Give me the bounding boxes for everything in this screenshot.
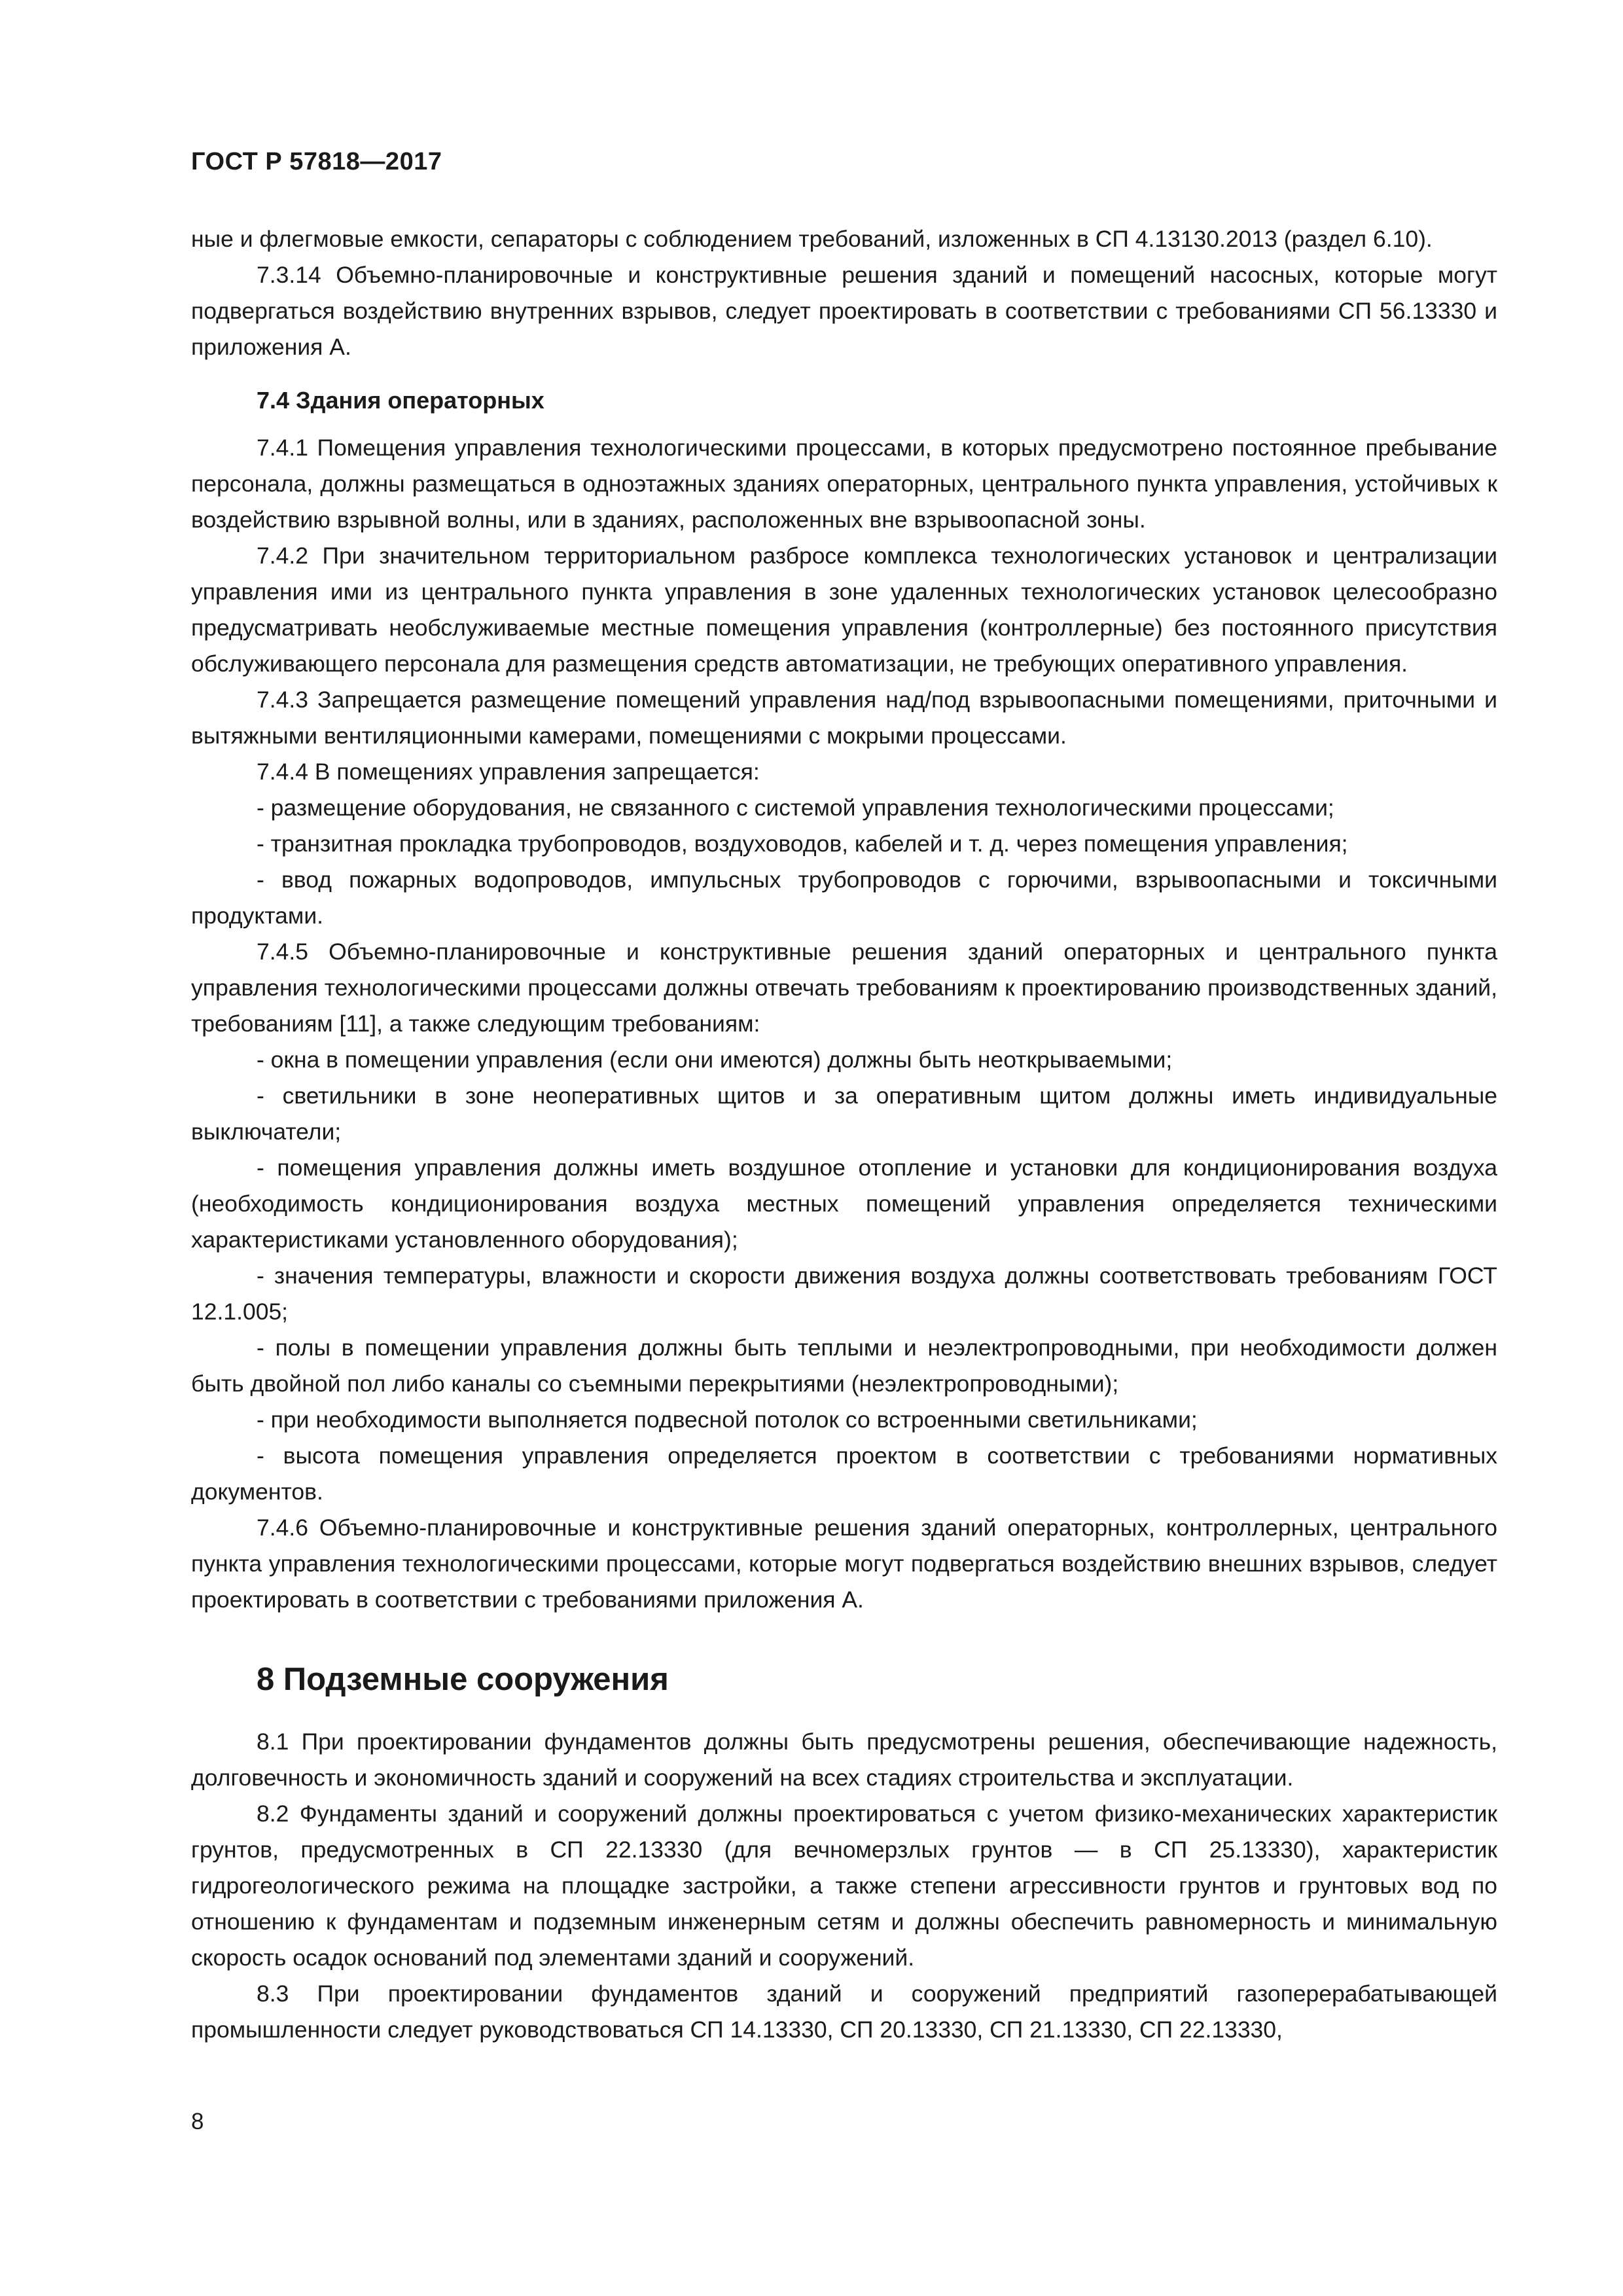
paragraph: - при необходимости выполняется подвесной потолок со встроенными светильниками; xyxy=(257,1407,1198,1433)
paragraph: - значения температуры, влажности и скорости движения воздуха должны соответствовать требованиям ГОСТ 12.1.005; xyxy=(191,1263,1497,1325)
document-body xyxy=(191,221,1497,2048)
paragraph: 8.2 Фундаменты зданий и сооружений должны проектироваться с учетом физико-механических характеристик грунтов, предусмотренных в СП 22.13330 (для вечномерзлых грунтов — в СП 25.13330), характеристик гидрогеологического режима на площадке застройки, а также степени агрессивности грунтов и грунтовых вод по отношению к фундаментам и подземным инженерным сетям и должны обеспечить равномерность и минимальную скорость осадок оснований под элементами зданий и сооружений. xyxy=(191,1801,1497,1971)
paragraph-continuation: ные и флегмовые емкости, сепараторы с соблюдением требований, изложенных в СП 4.13130.2013 (раздел 6.10). xyxy=(191,226,1433,252)
subsection-heading: 7.4 Здания операторных xyxy=(257,387,544,414)
paragraph: 8.1 При проектировании фундаментов должны быть предусмотрены решения, обеспечивающие надежность, долговечность и экономичность зданий и сооружений на всех стадиях строительства и эксплуатации. xyxy=(191,1729,1497,1791)
paragraph: - размещение оборудования, не связанного с системой управления технологическими процессами; xyxy=(257,795,1334,821)
paragraph: - окна в помещении управления (если они имеются) должны быть неоткрываемыми; xyxy=(257,1047,1173,1073)
paragraph: - ввод пожарных водопроводов, импульсных трубопроводов с горючими, взрывоопасными и токсичными продуктами. xyxy=(191,867,1497,929)
paragraph: 7.4.4 В помещениях управления запрещается: xyxy=(257,759,760,785)
paragraph: - светильники в зоне неоперативных щитов и за оперативным щитом должны иметь индивидуальные выключатели; xyxy=(191,1083,1497,1145)
paragraph: - полы в помещении управления должны быть теплыми и неэлектропроводными, при необходимости должен быть двойной пол либо каналы со съемными перекрытиями (неэлектропроводными); xyxy=(191,1335,1497,1397)
paragraph: - высота помещения управления определяется проектом в соответствии с требованиями нормативных документов. xyxy=(191,1443,1497,1505)
paragraph: 7.4.1 Помещения управления технологическими процессами, в которых предусмотрено постоянное пребывание персонала, должны размещаться в одноэтажных зданиях операторных, центрального пункта управления, устойчивых к воздействию взрывной волны, или в зданиях, расположенных вне взрывоопасной зоны. xyxy=(191,435,1497,533)
paragraph: 7.4.6 Объемно-планировочные и конструктивные решения зданий операторных, контроллерных, центрального пункта управления технологическими процессами, которые могут подвергаться воздействию внешних взрывов, следует проектировать в соответствии с требованиями приложения А. xyxy=(191,1515,1497,1613)
section-heading: 8 Подземные сооружения xyxy=(257,1662,669,1697)
paragraph: 8.3 При проектировании фундаментов зданий и сооружений предприятий газоперерабатывающей промышленности следует руководствоваться СП 14.13330, СП 20.13330, СП 21.13330, СП 22.13330, xyxy=(191,1981,1497,2043)
paragraph: 7.4.3 Запрещается размещение помещений управления над/под взрывоопасными помещениями, приточными и вытяжными вентиляционными камерами, помещениями с мокрыми процессами. xyxy=(191,687,1497,749)
paragraph: 7.3.14 Объемно-планировочные и конструктивные решения зданий и помещений насосных, которые могут подвергаться воздействию внутренних взрывов, следует проектировать в соответствии с требованиями СП 56.13330 и приложения А. xyxy=(191,262,1497,360)
paragraph: 7.4.2 При значительном территориальном разбросе комплекса технологических установок и централизации управления ими из центрального пункта управления в зоне удаленных технологических установок целесообразно предусматривать необслуживаемые местные помещения управления (контроллерные) без постоянного присутствия обслуживающего персонала для размещения средств автоматизации, не требующих оперативного управления. xyxy=(191,543,1497,677)
page-number: 8 xyxy=(191,2109,204,2134)
paragraph: - помещения управления должны иметь воздушное отопление и установки для кондиционирования воздуха (необходимость кондиционирования воздуха местных помещений управления определяется техническими характеристиками установленного оборудования); xyxy=(191,1155,1497,1253)
paragraph: 7.4.5 Объемно-планировочные и конструктивные решения зданий операторных и центрального пункта управления технологическими процессами должны отвечать требованиям к проектированию производственных зданий, требованиям [11], а также следующим требованиям: xyxy=(191,939,1497,1037)
paragraph: - транзитная прокладка трубопроводов, воздуховодов, кабелей и т. д. через помещения управления; xyxy=(257,831,1348,857)
document-code-header: ГОСТ Р 57818—2017 xyxy=(191,148,442,175)
